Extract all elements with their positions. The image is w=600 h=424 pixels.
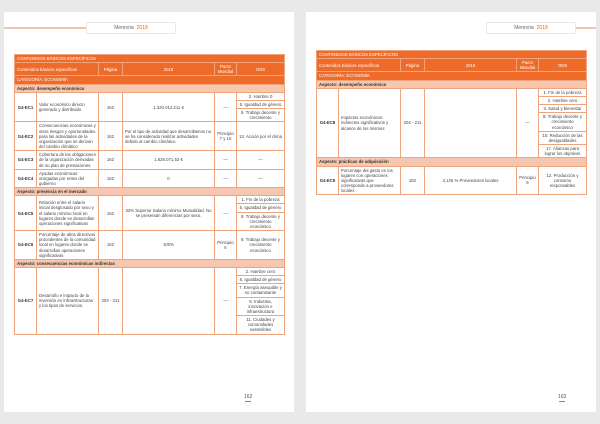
page-ref: 162	[401, 166, 425, 195]
pacto-ref: —	[517, 88, 539, 158]
value-2018: 3,125 % Proveedores locales	[425, 166, 517, 195]
section-heading: Aspecto: presencia en el mercado	[15, 188, 285, 196]
table-row	[317, 166, 587, 195]
ods-item: 8. Trabajo decente y crecimiento	[241, 110, 280, 121]
col-header-pacto: Pacto Mundial	[215, 63, 237, 76]
table-row	[15, 92, 285, 122]
ods-cell: —	[237, 169, 285, 187]
table-row	[15, 231, 285, 260]
header-title: Memoria	[114, 25, 134, 31]
col-header-ods: ODS	[539, 59, 587, 72]
ods-item: 5. Igualdad de género	[237, 101, 284, 109]
pacto-ref: Principio 6	[517, 166, 539, 195]
page-number: 163	[558, 394, 566, 403]
indicator-code: G4-EC4	[15, 169, 37, 187]
section-heading: Aspecto: desempeño económico	[15, 84, 285, 92]
header-accent-bar	[4, 27, 86, 29]
section-heading: Aspecto: desempeño económico	[317, 80, 587, 88]
page-ref: 162	[99, 92, 123, 122]
table-row	[15, 151, 285, 169]
page-header-tag	[486, 22, 576, 34]
pacto-ref: —	[215, 268, 237, 335]
table-title: CONTENIDOS BÁSICOS ESPECÍFICOS	[317, 51, 587, 59]
section-heading: Aspecto: prácticas de adquisición	[317, 158, 587, 166]
ods-item: 5. Igualdad de género	[237, 276, 284, 284]
table-title: CONTENIDOS BÁSICOS ESPECÍFICOS	[15, 55, 285, 63]
col-header-ods: ODS	[237, 63, 285, 76]
ods-item: 1. Fin de la pobreza	[237, 196, 284, 204]
indicator-code: G4-EC7	[15, 268, 37, 335]
pacto-ref: —	[215, 169, 237, 187]
left-page	[4, 12, 294, 412]
value-2018: Por el tipo de actividad que desarrollamos no se ha considerado realizar actividades debido al cambio climático.	[123, 122, 215, 151]
page-header-tag	[86, 22, 176, 34]
ods-item: 10. Reducción de las desigualdades	[539, 132, 586, 145]
table-row	[317, 88, 587, 158]
ods-item: 8. Trabajo decente y crecimiento económico	[539, 113, 586, 131]
gri-table-right	[316, 50, 587, 195]
header-accent-bar	[576, 27, 596, 29]
indicator-code: G4-EC2	[15, 122, 37, 151]
col-header-pacto: Pacto Mundial	[517, 59, 539, 72]
ods-item: 2. Hambre 0	[237, 93, 284, 101]
indicator-desc: Cobertura de las obligaciones de la organización derivadas de su plan de prestaciones	[37, 151, 99, 169]
ods-cell	[539, 88, 587, 158]
indicator-desc: Consecuencias económicas y otros riesgos y oportunidades para las actividades de la organización que se derivan del cambio climático	[37, 122, 99, 151]
page-ref: 204 - 211	[401, 88, 425, 158]
value-2018	[425, 88, 517, 158]
value-2018: 1.320.012.211 €	[123, 92, 215, 122]
right-page	[306, 12, 596, 412]
ods-cell: 12. Producción y consumo responsables	[539, 166, 587, 195]
value-2018	[123, 268, 215, 335]
col-header-year: 2018	[425, 59, 517, 72]
value-2018: 100%	[123, 231, 215, 260]
col-header-page: Página	[401, 59, 425, 72]
pacto-ref: —	[215, 92, 237, 122]
page-ref: 162	[99, 231, 123, 260]
ods-item: 8. Trabajo decente y crecimiento económico	[241, 213, 280, 229]
indicator-code: G4-EC6	[15, 231, 37, 260]
ods-cell: —	[237, 151, 285, 169]
ods-item: 11. Ciudades y comunidades sostenibles	[246, 317, 275, 333]
page-ref: 204 - 211	[99, 268, 123, 335]
ods-cell	[237, 268, 285, 335]
ods-cell	[237, 196, 285, 231]
header-year: 2018	[536, 25, 548, 31]
ods-item: 3. Salud y bienestar	[539, 105, 586, 113]
header-year: 2018	[136, 25, 148, 31]
pacto-ref: —	[215, 151, 237, 169]
header-title: Memoria	[514, 25, 534, 31]
gri-table-left	[14, 54, 285, 335]
page-number: 162	[244, 394, 252, 403]
ods-item: 5. Igualdad de género	[237, 204, 284, 212]
indicator-code: G4-EC3	[15, 151, 37, 169]
ods-item: 17. Alianzas para lograr los objetivos	[544, 146, 581, 157]
col-header-contents: Contenidos básicos específicos	[15, 63, 99, 76]
ods-cell: 8. Trabajo decente y crecimiento económico	[237, 231, 285, 260]
pacto-ref: Principio 6	[215, 231, 237, 260]
page-ref: 162	[99, 196, 123, 231]
ods-cell: 13. Acción por el clima	[237, 122, 285, 151]
page-ref: 162	[99, 169, 123, 187]
category-label: CATEGORÍA: ECONOMÍA	[15, 76, 285, 84]
category-label: CATEGORÍA: ECONOMÍA	[317, 72, 587, 80]
ods-cell	[237, 92, 285, 122]
table-row	[15, 122, 285, 151]
value-2018: 1.626.071,53 €	[123, 151, 215, 169]
indicator-code: G4-EC8	[317, 88, 339, 158]
indicator-desc: Valor económico directo generado y distribuido	[37, 92, 99, 122]
indicator-code: G4-EC5	[15, 196, 37, 231]
indicator-desc: Desarrollo e impacto de la inversión en infraestructuras y los tipos de servicios.	[37, 268, 99, 335]
indicator-desc: Relación entre el salario inicial desglosado por sexo y el salario mínimo local en lugares donde se desarrollan operaciones significativas	[37, 196, 99, 231]
table-row	[15, 169, 285, 187]
pacto-ref: —	[215, 196, 237, 231]
page-ref: 162	[99, 151, 123, 169]
col-header-page: Página	[99, 63, 123, 76]
table-row	[15, 268, 285, 335]
ods-item: 1. Fin de la pobreza	[539, 89, 586, 97]
indicator-code: G4-EC1	[15, 92, 37, 122]
col-header-year: 2018	[123, 63, 215, 76]
ods-item: 2. Hambre cero	[539, 97, 586, 105]
indicator-code: G4-EC9	[317, 166, 339, 195]
section-heading: Aspecto: consecuencias económicas indirectas	[15, 259, 285, 267]
indicator-desc: Impactos económicos indirectos significativos y alcance de los mismos	[339, 88, 401, 158]
table-row	[15, 196, 285, 231]
indicator-desc: Porcentaje de altos directivos procedentes de la comunidad local en lugares donde se desarrollan operaciones significativas	[37, 231, 99, 260]
indicator-desc: Ayudas económicas otorgadas por entes del gobierno	[37, 169, 99, 187]
ods-item: 7. Energía asequible y no contaminante	[237, 284, 284, 297]
value-2018: 0	[123, 169, 215, 187]
col-header-contents: Contenidos básicos específicos	[317, 59, 401, 72]
indicator-desc: Porcentaje del gasto en los lugares con operaciones significativas que corresponde a proveedores locales	[339, 166, 401, 195]
page-ref: 162	[99, 122, 123, 151]
pacto-ref: Principio 7 y 10	[215, 122, 237, 151]
ods-item: 2. Hambre cero	[237, 268, 284, 276]
ods-item: 9. Industria, innovación e infraestructura	[237, 298, 284, 316]
value-2018: 32% Superior Salario mínimo Mutualidad. No se presentan diferencias por sexo.	[123, 196, 215, 231]
